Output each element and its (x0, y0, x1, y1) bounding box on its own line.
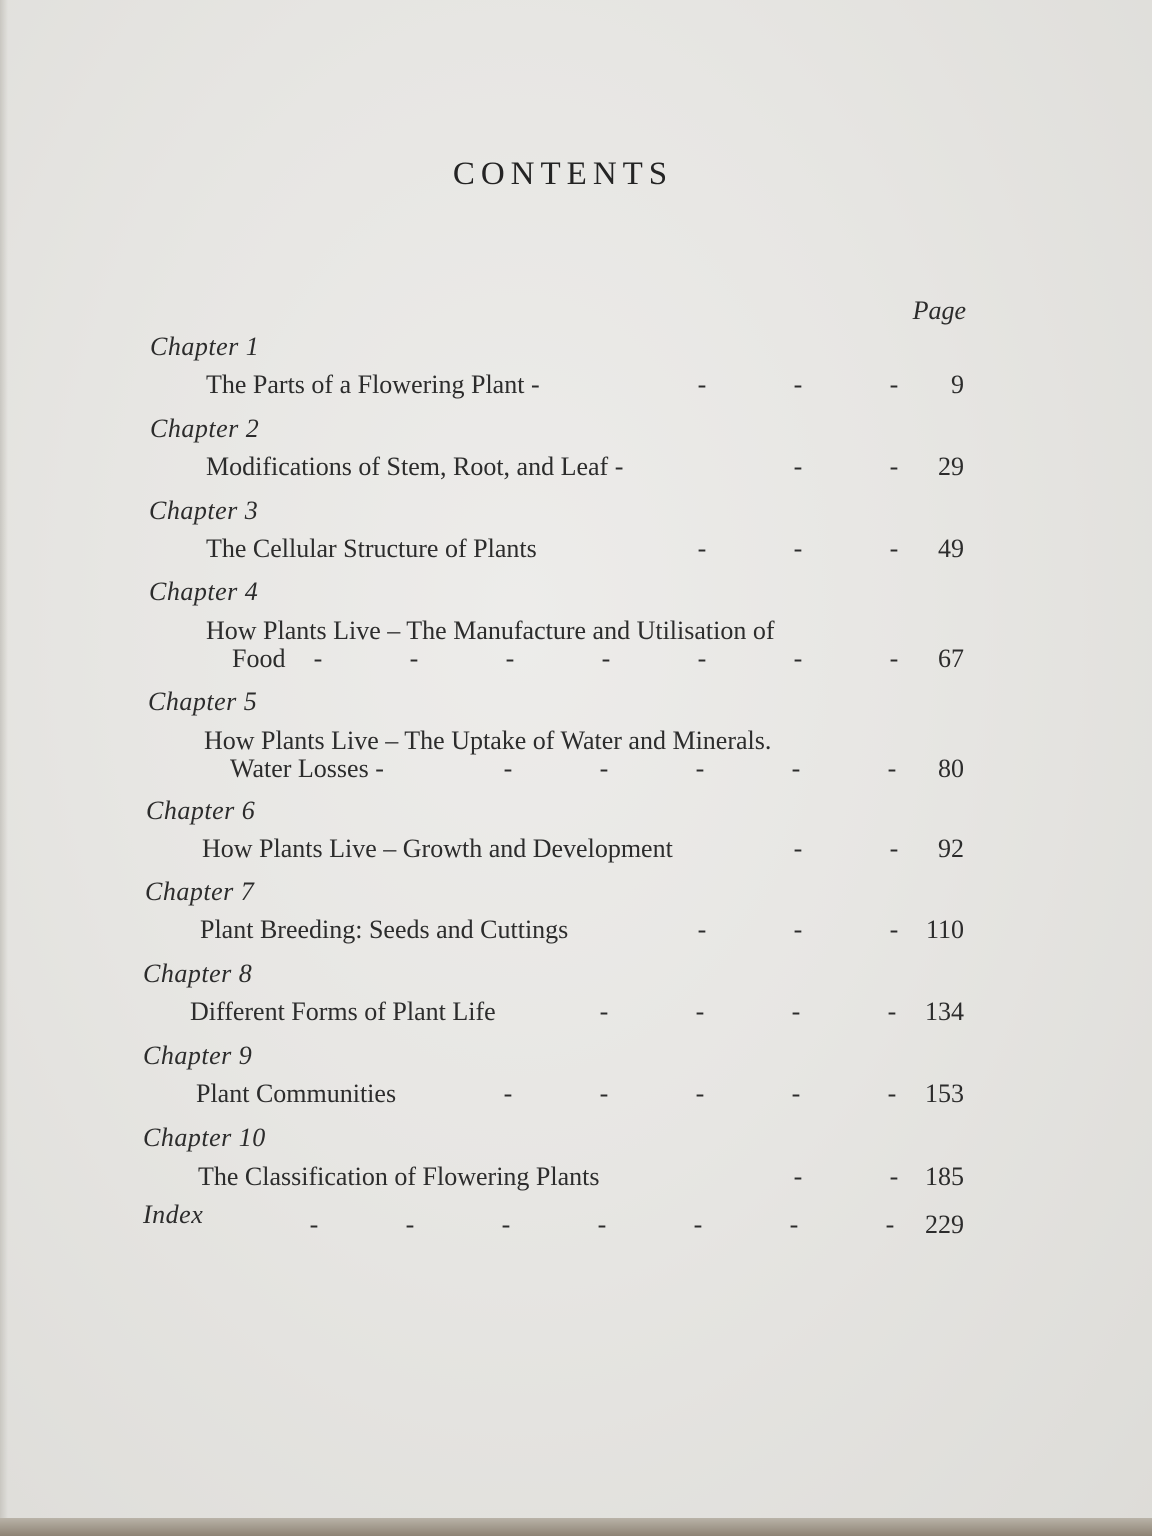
dot-leader: - - (793, 452, 899, 481)
dot-leader: - - - - - - - (313, 644, 899, 673)
dot-leader: - - (793, 834, 899, 863)
chapter-title: Plant Communities (196, 1079, 397, 1108)
chapter-title: The Parts of a Flowering Plant - (206, 370, 540, 399)
chapter-label: Chapter 7 (145, 877, 255, 906)
dot-leader: - - - - - - - (309, 1210, 895, 1239)
page-bottom-edge (0, 1518, 1152, 1536)
dot-leader: - - - - - (503, 1079, 897, 1108)
chapter-label: Chapter 4 (149, 577, 259, 606)
page-title: CONTENTS (452, 156, 674, 192)
chapter-title: Different Forms of Plant Life (190, 997, 496, 1026)
chapter-title: How Plants Live – Growth and Development (202, 834, 673, 863)
chapter-label: Chapter 5 (148, 687, 258, 716)
dot-leader: - - - - (599, 997, 897, 1026)
dot-leader: - - - (697, 915, 899, 944)
chapter-title-continued: Water Losses - (230, 754, 384, 783)
chapter-title: The Classification of Flowering Plants (198, 1162, 600, 1191)
chapter-title: How Plants Live – The Uptake of Water and Minerals. (204, 726, 772, 755)
page-number: 80 (938, 754, 964, 783)
chapter-label: Chapter 6 (146, 796, 256, 825)
page-number: 229 (925, 1210, 964, 1239)
dot-leader: - - (793, 1162, 899, 1191)
page-number: 9 (951, 370, 964, 399)
page-number: 49 (938, 534, 964, 563)
chapter-title: Modifications of Stem, Root, and Leaf - (206, 452, 624, 481)
chapter-title: The Cellular Structure of Plants (206, 534, 537, 563)
chapter-title: Plant Breeding: Seeds and Cuttings (200, 915, 569, 944)
page-number: 110 (925, 915, 964, 944)
page-number: 67 (938, 644, 964, 673)
page-number: 92 (938, 834, 964, 863)
index-label: Index (143, 1200, 204, 1229)
chapter-label: Chapter 1 (150, 332, 260, 361)
dot-leader: - - - (697, 534, 899, 563)
chapter-label: Chapter 8 (143, 959, 253, 988)
chapter-title-continued: Food (232, 644, 286, 673)
page-column-header: Page (912, 296, 966, 325)
page-number: 134 (925, 997, 964, 1026)
chapter-label: Chapter 9 (143, 1041, 253, 1070)
chapter-label: Chapter 3 (149, 496, 259, 525)
chapter-title: How Plants Live – The Manufacture and Utilisation of (206, 616, 775, 645)
chapter-label: Chapter 2 (150, 414, 260, 443)
page-shadow-edge (0, 0, 8, 1518)
page-number: 185 (925, 1162, 964, 1191)
dot-leader: - - - (697, 370, 899, 399)
chapter-label: Chapter 10 (143, 1123, 266, 1152)
dot-leader: - - - - - (503, 754, 897, 783)
page-number: 29 (938, 452, 964, 481)
page-number: 153 (925, 1079, 964, 1108)
